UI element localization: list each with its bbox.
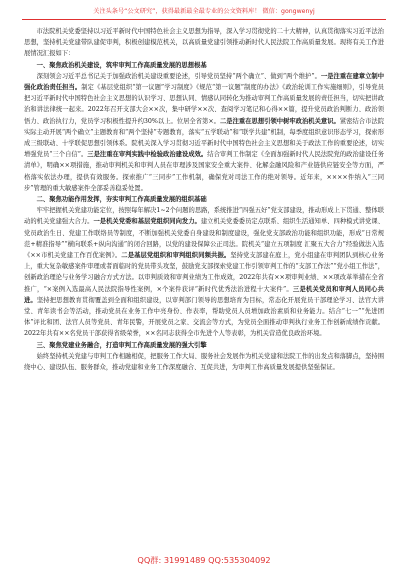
intro-paragraph xyxy=(24,26,384,60)
section-1-point-2: 二是注重在思想引领中树牢政治机关意识。 xyxy=(219,117,340,125)
section-2-point-3: 三是机关党员和审判人员同心共进。 xyxy=(24,285,384,304)
section-2-text-a: 牢牢把握机关党建功能定位，按照每年解决1~2个问题的思路，系统推进“四强五好”党支部建设，推动形成上下贯通、整体联动的机关党建强大合力。 xyxy=(24,207,384,226)
section-2-text-g: 坚持把思想教育贯彻覆盖到全面和组织建设，以审判部门领导的思想培育为目标，常态化开展党员干部理论学习、法官大讲堂、青年读书会等活动，推动党员在业务工作中亮身份、作表率，帮助党员人员增加政治素质和业务能力。结合“七一”“先进团体”评比和团、法官人员等党员、青年民警，开展党员之家、交流会等方式，为党员全面推动审判执行业务工作创新成绩作贡献。2022年共有××名党员干部获得省级荣誉，××名同志获得全市先进个人等表彰，为机关营造优良政治环境。 xyxy=(24,296,385,338)
document-body xyxy=(24,26,384,373)
section-2-text-c: 建立机关党委委员定点联系、组织生活通知单、四种模式讲党课、党员政治生日、党建工作联络员等制度，不断加强机关党委自身建设和制度建设，强化党支部政治功能和组织功能，形成“日常规范+精准指导”“横向联系+纵向沟通”的闭合回路，以党的建设保障公正司法。院机关“建立五项制度 汇聚五大合力”经验做法入选《××市机关党建工作百优案例》。 xyxy=(24,218,385,260)
header-banner-text: 关注头条号“公文研究”，获得最新最全最专业的公文资料库！ 微信：gongwenyj xyxy=(93,8,315,15)
header-banner xyxy=(22,4,386,17)
section-2-paragraph xyxy=(24,205,384,339)
section-2-text-e: 坚持党支部建在庭上，党小组建在审判团队到核心业务上，重大复杂敏感案件审理或者面临时的党员带头攻坚，鼓励党支部探索党建工作引领审判工作的“支部工作法”“党小组工作法”，创新政治理论与业务学习融合方式方法。以审判质效和审判业绩为工作成效，2022年共有××项审判业绩、××项改革举措在全省推广，“×案例入选最高人民法院指导性案例，×个案件获评“新时代优秀法治进程十大案件”。 xyxy=(24,252,385,293)
section-3-text: 始终坚持机关党建与审判工作相融相促，把服务工作大局、服务社会发展作为机关党建和法院工作的出发点和落脚点，坚持围绕中心、建设队伍、服务群众，推动党建和业务工作深度融合、互促共进，为审判工作高质量发展提供坚强保证。 xyxy=(24,352,384,372)
section-2-point-1: 一是机关党委和基层党组织同向发力。 xyxy=(93,218,201,226)
header-divider xyxy=(22,19,386,20)
section-heading-1: 一、聚焦政治机关建设，筑牢审判工作高质量发展的思想根基 xyxy=(36,61,207,69)
section-1-paragraph xyxy=(24,71,384,194)
section-1-text-g: 结合审判工作制定《全面加强新时代人民法院党的政治建设任务清单》，明确××项措施，推动审判机关和审判人员在审理涉及国家安全重大案件、化解金融风险和产业链供应链安全等方面，严格落实依法办理，提供有效服务。探索推广“三同步”工作机制，确保党对司法工作的绝对领导。近年来，××××件纳入“三同步”管理的重大敏感案件全部妥善稳妥处置。 xyxy=(24,151,384,192)
footer-contact-text: QQ群: 31991489 QQ:535304092 xyxy=(137,555,271,565)
footer-contact xyxy=(22,555,386,566)
section-3-paragraph xyxy=(24,351,384,373)
intro-text: 市法院机关党委坚持以习近平新时代中国特色社会主义思想为指导，深入学习贯彻党的二十大精神，认真贯彻落实习近平法治思想，坚持机关党建带队建促审判，积极创建模范机关，以高质量党建引领推动新时代人民法院工作高质量发展。现将有关工作进展情况汇报如下： xyxy=(24,28,384,58)
section-heading-2: 二、聚焦功能作用发挥，夯实审判工作高质量发展的组织基础 xyxy=(36,196,207,204)
section-heading-3: 三、聚焦党建业务融合，打造审判工作高质量发展的强大引擎 xyxy=(36,341,207,349)
section-1-text-a: 深刻领会习近平总书记关于加强政治机关建设重要论述，引导党员坚持“两个确立”、做到“两个维护”。 xyxy=(36,72,321,80)
section-2-point-2: 二是基层党组织和审判组织同频共振。 xyxy=(121,252,231,260)
section-1-text-c: 制定《基层党组织“第一议题”学习制度》《规范“第一议题”制度的办法》《政治轮训工作实施细则》，引导党员把习近平新时代中国特色社会主义思想的认识学习、思想认同、情感认同转化为推动审判工作高质量发展的责任担当，切实把讲政治和讲法律统一起来。2022年召开支部大会××次，集中研学××次、查阅学习笔记和心得××篇，提升党员政治判断力、政治领悟力、政治执行力，党员学习积极性提升约30%以上。位居全省第×。 xyxy=(24,84,384,125)
section-1-text-e: 紧密结合市法院实际主动开展“两个确立”主题教育和“两个坚持”专题教育，落实“五学联动”和“联学共建”机制，每季度组织意识形态学习，探索形成三级联动、十学联促思想引领体系。院机关深入学习贯彻习近平新时代中国特色社会主义思想和关于政法工作的重要论述，切实增强党员“三个自信”。 xyxy=(24,117,385,159)
section-1-point-1: 一是注重在建章立制中强化政治责任担当。 xyxy=(24,72,385,92)
section-1-point-3: 三是注重在审判实践中检验政治建设成效。 xyxy=(87,151,208,159)
